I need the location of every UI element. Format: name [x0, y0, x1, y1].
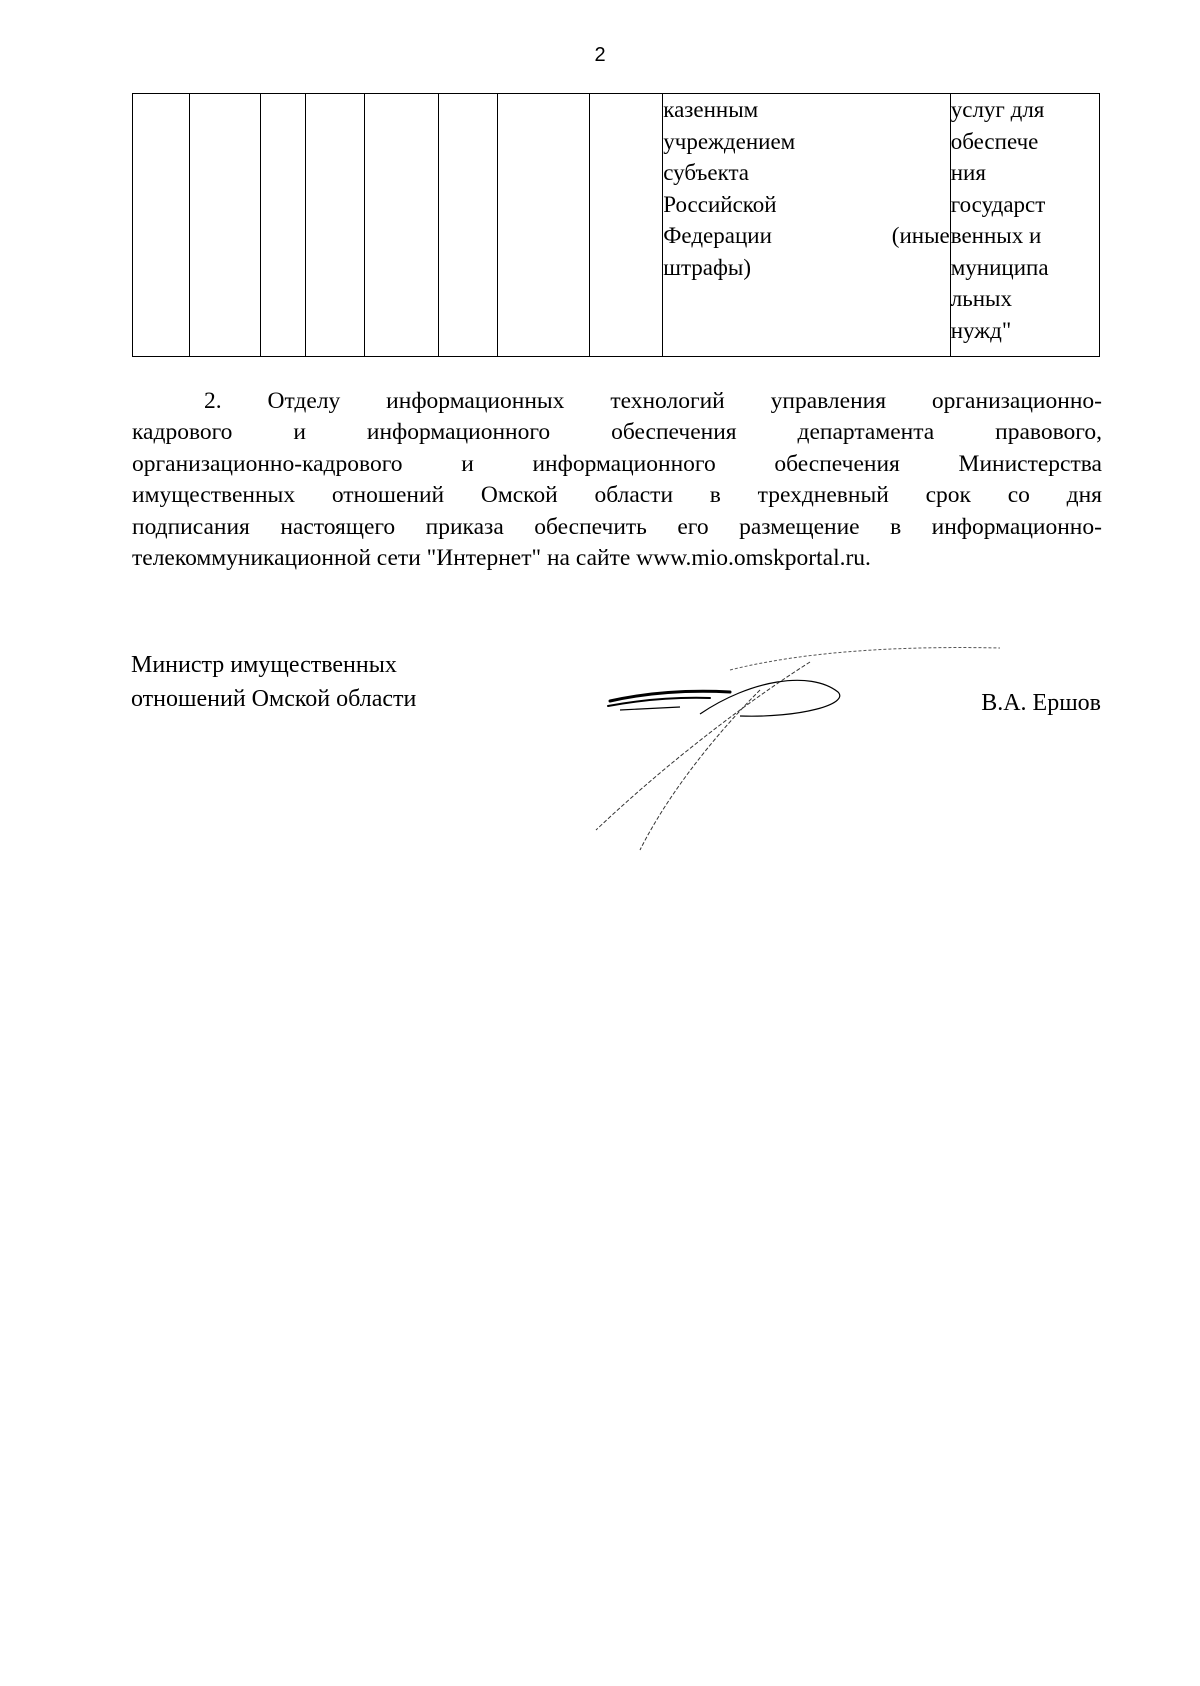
- position-line: отношений Омской области: [131, 686, 417, 712]
- instruction-paragraph: [132, 386, 1102, 574]
- word: области: [594, 482, 674, 509]
- cell-line: обеспече: [950, 128, 1039, 154]
- description-cell: [663, 94, 950, 357]
- cell-line: штрафы): [663, 254, 752, 280]
- word: отношений: [331, 482, 445, 509]
- cell-line: субъекта: [663, 160, 750, 185]
- word: обеспечить: [534, 513, 647, 540]
- word: в: [709, 482, 721, 509]
- empty-cell: [261, 94, 306, 357]
- word: 2.: [204, 388, 222, 414]
- word: (иные: [891, 223, 950, 248]
- word: технологий: [610, 388, 725, 414]
- page-number: 2: [594, 44, 606, 66]
- empty-cell: [497, 94, 590, 357]
- word: информационного: [366, 419, 551, 446]
- paragraph-line: [132, 480, 1102, 511]
- cell-line-justified: [663, 220, 949, 252]
- empty-cell: [133, 94, 190, 357]
- paragraph-line: [132, 449, 1102, 480]
- word: со: [1007, 482, 1030, 509]
- paragraph-line: [132, 417, 1102, 448]
- word: организационно-кадрового: [132, 450, 403, 477]
- word: размещение: [739, 513, 860, 540]
- word: его: [677, 513, 709, 540]
- word: обеспечения: [774, 450, 900, 477]
- cell-line: ния: [950, 160, 986, 185]
- empty-cell: [306, 94, 365, 357]
- cell-line: услуг для: [950, 97, 1045, 122]
- word: дня: [1066, 482, 1102, 509]
- word: и: [293, 419, 306, 446]
- word: организационно-: [931, 388, 1102, 414]
- cell-line: учреждением: [663, 128, 796, 154]
- word: информационных: [386, 388, 565, 414]
- word: Федерации: [663, 223, 772, 248]
- signer-position: [131, 648, 416, 716]
- cell-line: муниципа: [950, 254, 1049, 280]
- word: департамента: [797, 419, 935, 446]
- word: информационного: [532, 450, 716, 477]
- continuation-table: [132, 93, 1100, 357]
- cell-line: Российской: [663, 191, 777, 217]
- paragraph-line: [132, 386, 1102, 417]
- word: подписания: [132, 513, 250, 540]
- table-row: [133, 94, 1100, 357]
- position-line: Министр имущественных: [131, 652, 397, 678]
- word: настоящего: [280, 513, 396, 540]
- empty-cell: [364, 94, 438, 357]
- signer-name: В.А. Ершов: [981, 690, 1101, 716]
- word: срок: [925, 482, 971, 509]
- cell-line: казенным: [663, 97, 759, 122]
- word: обеспечения: [611, 419, 737, 446]
- paragraph-line: телекоммуникационной сети "Интернет" на сайте www.mio.omskportal.ru.: [132, 545, 871, 572]
- table: [132, 93, 1100, 357]
- word: Омской: [480, 482, 558, 509]
- word: и: [461, 450, 474, 477]
- word: правового,: [995, 419, 1102, 446]
- word: управления: [770, 388, 887, 414]
- cell-line: венных и: [950, 223, 1042, 248]
- cell-line: государст: [950, 191, 1046, 217]
- handwritten-signature: [580, 640, 1060, 860]
- word: Отделу: [267, 388, 341, 414]
- word: приказа: [425, 513, 504, 540]
- empty-cell: [438, 94, 497, 357]
- word: кадрового: [132, 419, 233, 446]
- purpose-cell: [950, 94, 1099, 357]
- word: в: [890, 513, 902, 540]
- cell-line: нужд": [950, 317, 1012, 343]
- word: трехдневный: [757, 482, 889, 509]
- paragraph-line: [132, 512, 1102, 543]
- word: Министерства: [958, 450, 1102, 477]
- word: имущественных: [132, 482, 296, 509]
- cell-line: льных: [950, 286, 1012, 311]
- empty-cell: [590, 94, 663, 357]
- word: информационно-: [931, 513, 1102, 540]
- empty-cell: [189, 94, 261, 357]
